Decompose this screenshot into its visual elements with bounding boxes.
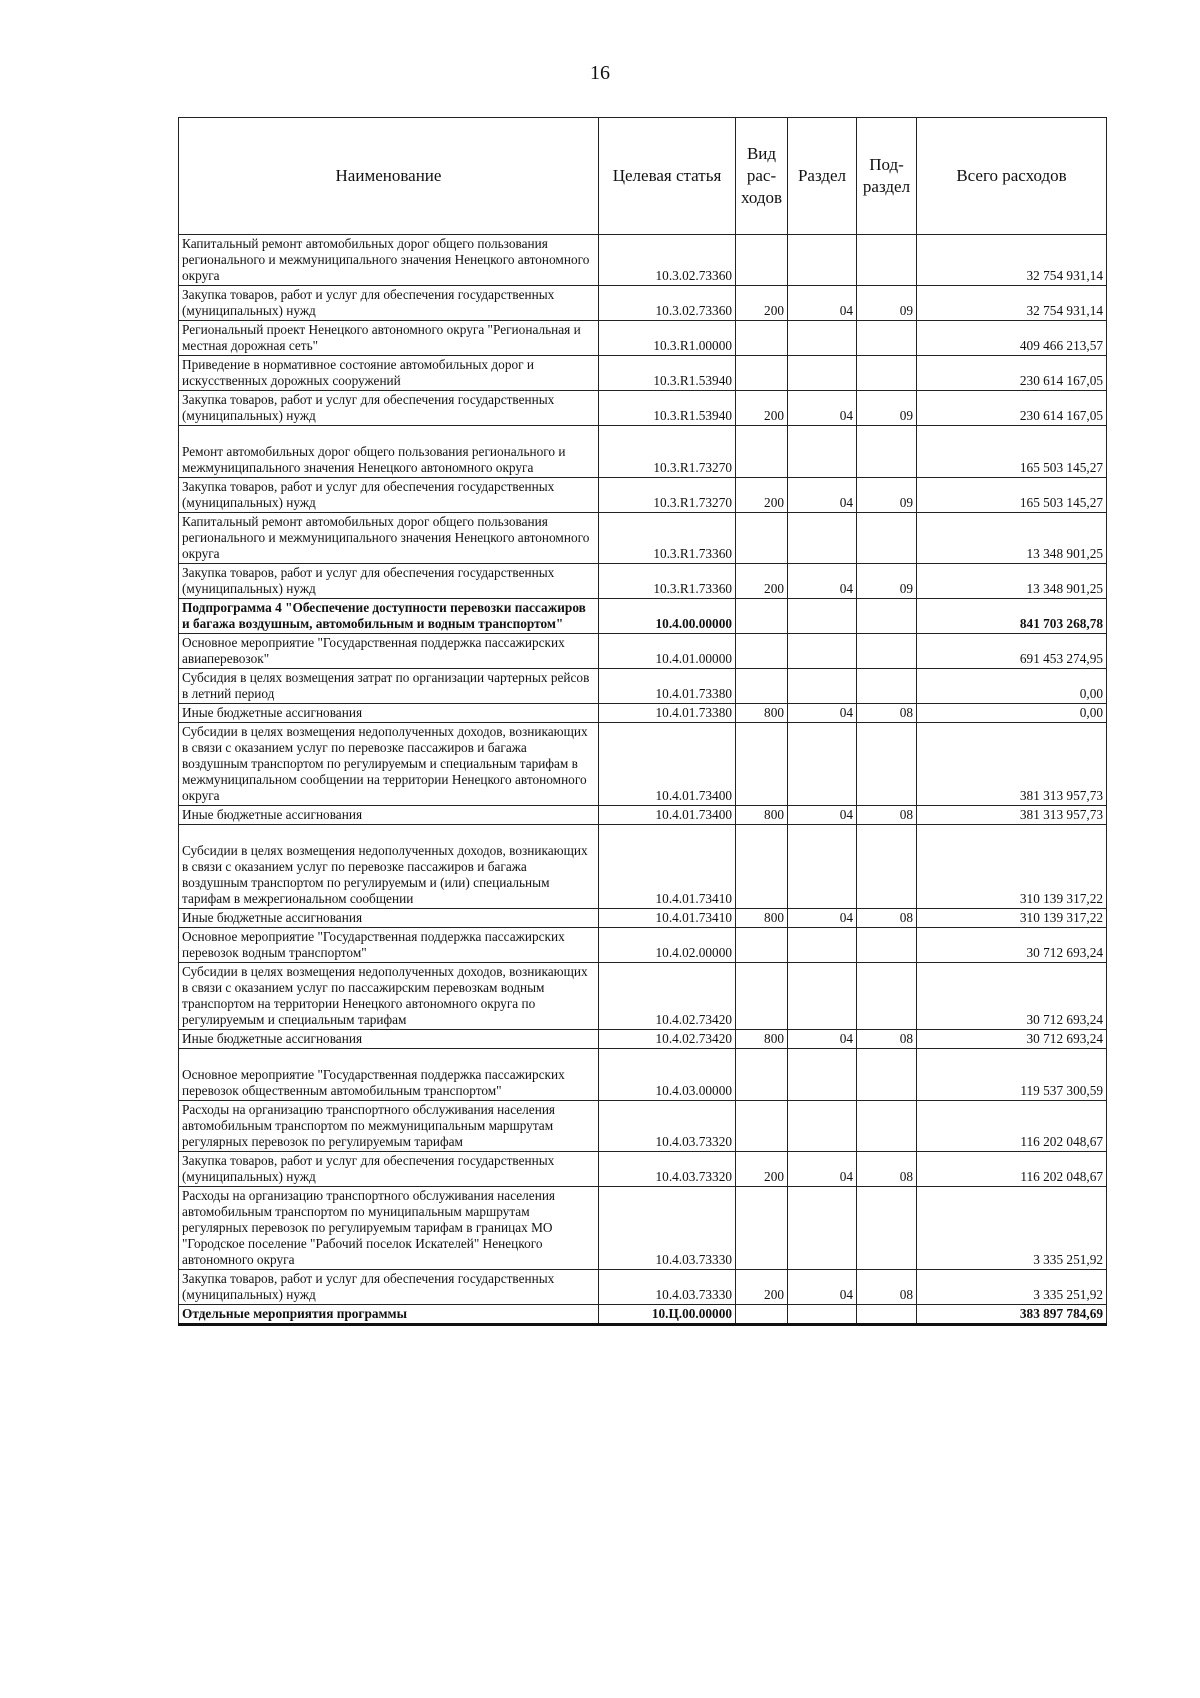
- row-name: Основное мероприятие "Государственная поддержка пассажирских перевозок водным транспортом": [179, 928, 599, 963]
- row-target-article: 10.3.R1.00000: [599, 321, 736, 356]
- table-row: [179, 928, 1107, 963]
- row-expense-type: [736, 963, 788, 1030]
- row-subsection: [857, 513, 917, 564]
- row-name: Капитальный ремонт автомобильных дорог общего пользования регионального и межмуниципального значения Ненецкого автономного округа: [179, 235, 599, 286]
- row-subsection: 08: [857, 1030, 917, 1049]
- row-section: 04: [788, 286, 857, 321]
- table-row: [179, 634, 1107, 669]
- row-name: Ремонт автомобильных дорог общего пользования регионального и межмуниципального значения Ненецкого автономного округа: [179, 426, 599, 478]
- table-row: [179, 321, 1107, 356]
- row-expense-type: 200: [736, 1152, 788, 1187]
- row-target-article: 10.4.01.73400: [599, 723, 736, 806]
- row-subsection: [857, 825, 917, 909]
- row-subsection: [857, 963, 917, 1030]
- row-total: 230 614 167,05: [917, 391, 1107, 426]
- row-target-article: 10.3.R1.73360: [599, 564, 736, 599]
- row-subsection: 08: [857, 704, 917, 723]
- header-name: Наименование: [179, 118, 599, 235]
- row-subsection: 09: [857, 286, 917, 321]
- table-row: [179, 669, 1107, 704]
- row-expense-type: [736, 235, 788, 286]
- row-name: Иные бюджетные ассигнования: [179, 1030, 599, 1049]
- table-row: [179, 1305, 1107, 1325]
- row-expense-type: 800: [736, 806, 788, 825]
- row-section: [788, 928, 857, 963]
- row-subsection: [857, 235, 917, 286]
- row-subsection: [857, 1101, 917, 1152]
- row-total: 30 712 693,24: [917, 1030, 1107, 1049]
- row-expense-type: 200: [736, 564, 788, 599]
- row-expense-type: [736, 513, 788, 564]
- row-total: 381 313 957,73: [917, 723, 1107, 806]
- row-total: 3 335 251,92: [917, 1187, 1107, 1270]
- row-name: Иные бюджетные ассигнования: [179, 704, 599, 723]
- table-row: [179, 825, 1107, 909]
- row-target-article: 10.3.R1.53940: [599, 356, 736, 391]
- row-section: [788, 321, 857, 356]
- row-total: 30 712 693,24: [917, 963, 1107, 1030]
- table-row: [179, 1049, 1107, 1101]
- row-expense-type: [736, 1305, 788, 1325]
- row-target-article: 10.Ц.00.00000: [599, 1305, 736, 1325]
- row-total: 3 335 251,92: [917, 1270, 1107, 1305]
- row-name: Закупка товаров, работ и услуг для обеспечения государственных (муниципальных) нужд: [179, 478, 599, 513]
- row-target-article: 10.3.02.73360: [599, 235, 736, 286]
- row-total: 13 348 901,25: [917, 513, 1107, 564]
- table-row: [179, 1101, 1107, 1152]
- row-expense-type: [736, 634, 788, 669]
- row-expense-type: [736, 356, 788, 391]
- row-section: 04: [788, 564, 857, 599]
- row-total: 381 313 957,73: [917, 806, 1107, 825]
- row-name: Отдельные мероприятия программы: [179, 1305, 599, 1325]
- table-body: [179, 235, 1107, 1325]
- page-number: 16: [590, 62, 610, 84]
- row-subsection: [857, 426, 917, 478]
- budget-table: [178, 117, 1107, 1326]
- row-name: Субсидии в целях возмещения недополученных доходов, возникающих в связи с оказанием услуг по пассажирским перевозкам водным транспортом на территории Ненецкого автономного округа по регулируемым и специальным тарифам: [179, 963, 599, 1030]
- row-target-article: 10.4.01.73410: [599, 909, 736, 928]
- row-subsection: 09: [857, 478, 917, 513]
- row-section: [788, 1101, 857, 1152]
- row-expense-type: [736, 928, 788, 963]
- table-row: [179, 909, 1107, 928]
- row-section: [788, 426, 857, 478]
- row-expense-type: 800: [736, 909, 788, 928]
- table-row: [179, 599, 1107, 634]
- row-total: 32 754 931,14: [917, 235, 1107, 286]
- row-target-article: 10.4.01.73400: [599, 806, 736, 825]
- row-target-article: 10.4.03.73330: [599, 1187, 736, 1270]
- table-row: [179, 963, 1107, 1030]
- row-total: 165 503 145,27: [917, 426, 1107, 478]
- row-subsection: [857, 356, 917, 391]
- row-expense-type: [736, 321, 788, 356]
- row-name: Субсидии в целях возмещения недополученных доходов, возникающих в связи с оказанием услуг по перевозке пассажиров и багажа воздушным транспортом по регулируемым и специальным тарифам в межмуниципальном сообщении на территории Ненецкого автономного округа: [179, 723, 599, 806]
- row-total: 13 348 901,25: [917, 564, 1107, 599]
- row-total: 30 712 693,24: [917, 928, 1107, 963]
- row-target-article: 10.4.00.00000: [599, 599, 736, 634]
- row-total: 0,00: [917, 704, 1107, 723]
- row-expense-type: [736, 1049, 788, 1101]
- row-name: Субсидии в целях возмещения недополученных доходов, возникающих в связи с оказанием услуг по перевозке пассажиров и багажа воздушным транспортом по регулируемым и (или) специальным тарифам в межрегиональном сообщении: [179, 825, 599, 909]
- row-name: Закупка товаров, работ и услуг для обеспечения государственных (муниципальных) нужд: [179, 1152, 599, 1187]
- table-row: [179, 391, 1107, 426]
- row-expense-type: 200: [736, 478, 788, 513]
- row-target-article: 10.4.01.00000: [599, 634, 736, 669]
- row-total: 409 466 213,57: [917, 321, 1107, 356]
- row-total: 310 139 317,22: [917, 825, 1107, 909]
- row-expense-type: [736, 1187, 788, 1270]
- row-section: [788, 825, 857, 909]
- row-target-article: 10.4.03.00000: [599, 1049, 736, 1101]
- row-section: 04: [788, 704, 857, 723]
- table-row: [179, 806, 1107, 825]
- row-name: Основное мероприятие "Государственная поддержка пассажирских перевозок общественным автомобильным транспортом": [179, 1049, 599, 1101]
- header-expense-type: Вид рас- ходов: [736, 118, 788, 235]
- row-section: [788, 723, 857, 806]
- row-subsection: 08: [857, 806, 917, 825]
- row-subsection: 08: [857, 1152, 917, 1187]
- row-expense-type: 200: [736, 1270, 788, 1305]
- row-expense-type: 800: [736, 704, 788, 723]
- table-row: [179, 704, 1107, 723]
- row-total: 0,00: [917, 669, 1107, 704]
- row-subsection: 08: [857, 1270, 917, 1305]
- row-expense-type: [736, 825, 788, 909]
- row-section: 04: [788, 1270, 857, 1305]
- table-row: [179, 513, 1107, 564]
- row-expense-type: 200: [736, 286, 788, 321]
- row-target-article: 10.3.R1.53940: [599, 391, 736, 426]
- row-name: Закупка товаров, работ и услуг для обеспечения государственных (муниципальных) нужд: [179, 391, 599, 426]
- row-expense-type: [736, 426, 788, 478]
- row-section: [788, 599, 857, 634]
- row-total: 116 202 048,67: [917, 1101, 1107, 1152]
- row-name: Капитальный ремонт автомобильных дорог общего пользования регионального и межмуниципального значения Ненецкого автономного округа: [179, 513, 599, 564]
- row-section: [788, 1187, 857, 1270]
- row-total: 691 453 274,95: [917, 634, 1107, 669]
- row-total: 230 614 167,05: [917, 356, 1107, 391]
- table-row: [179, 1187, 1107, 1270]
- row-target-article: 10.4.02.73420: [599, 963, 736, 1030]
- table-row: [179, 723, 1107, 806]
- row-section: 04: [788, 1152, 857, 1187]
- row-name: Закупка товаров, работ и услуг для обеспечения государственных (муниципальных) нужд: [179, 1270, 599, 1305]
- row-section: 04: [788, 1030, 857, 1049]
- row-name: Иные бюджетные ассигнования: [179, 806, 599, 825]
- row-subsection: [857, 321, 917, 356]
- row-target-article: 10.4.03.73320: [599, 1101, 736, 1152]
- table-row: [179, 356, 1107, 391]
- row-target-article: 10.3.R1.73270: [599, 478, 736, 513]
- row-name: Подпрограмма 4 "Обеспечение доступности перевозки пассажиров и багажа воздушным, автомобильным и водным транспортом": [179, 599, 599, 634]
- row-subsection: [857, 599, 917, 634]
- row-section: [788, 634, 857, 669]
- row-total: 383 897 784,69: [917, 1305, 1107, 1325]
- row-name: Субсидия в целях возмещения затрат по организации чартерных рейсов в летний период: [179, 669, 599, 704]
- table-row: [179, 478, 1107, 513]
- table-row: [179, 1030, 1107, 1049]
- row-section: 04: [788, 806, 857, 825]
- row-expense-type: [736, 1101, 788, 1152]
- table-row: [179, 1152, 1107, 1187]
- row-target-article: 10.4.02.00000: [599, 928, 736, 963]
- row-target-article: 10.4.03.73330: [599, 1270, 736, 1305]
- row-subsection: 09: [857, 564, 917, 599]
- row-subsection: [857, 1049, 917, 1101]
- row-section: [788, 513, 857, 564]
- row-target-article: 10.4.01.73380: [599, 669, 736, 704]
- row-subsection: [857, 928, 917, 963]
- row-expense-type: [736, 669, 788, 704]
- row-name: Закупка товаров, работ и услуг для обеспечения государственных (муниципальных) нужд: [179, 564, 599, 599]
- row-section: [788, 669, 857, 704]
- row-target-article: 10.3.02.73360: [599, 286, 736, 321]
- row-expense-type: [736, 599, 788, 634]
- row-name: Расходы на организацию транспортного обслуживания населения автомобильным транспортом по межмуниципальным маршрутам регулярных перевозок по регулируемым тарифам: [179, 1101, 599, 1152]
- row-total: 310 139 317,22: [917, 909, 1107, 928]
- table-row: [179, 564, 1107, 599]
- header-total: Всего расходов: [917, 118, 1107, 235]
- row-target-article: 10.4.03.73320: [599, 1152, 736, 1187]
- row-expense-type: 800: [736, 1030, 788, 1049]
- row-target-article: 10.4.01.73410: [599, 825, 736, 909]
- row-target-article: 10.4.01.73380: [599, 704, 736, 723]
- table-row: [179, 1270, 1107, 1305]
- row-target-article: 10.4.02.73420: [599, 1030, 736, 1049]
- row-total: 119 537 300,59: [917, 1049, 1107, 1101]
- table-row: [179, 286, 1107, 321]
- row-name: Расходы на организацию транспортного обслуживания населения автомобильным транспортом по муниципальным маршрутам регулярных перевозок по регулируемым тарифам в границах МО "Городское поселение "Рабочий поселок Искателей" Ненецкого автономного округа: [179, 1187, 599, 1270]
- row-name: Закупка товаров, работ и услуг для обеспечения государственных (муниципальных) нужд: [179, 286, 599, 321]
- row-name: Приведение в нормативное состояние автомобильных дорог и искусственных дорожных сооружений: [179, 356, 599, 391]
- row-target-article: 10.3.R1.73270: [599, 426, 736, 478]
- row-target-article: 10.3.R1.73360: [599, 513, 736, 564]
- row-section: [788, 1305, 857, 1325]
- row-name: Региональный проект Ненецкого автономного округа "Региональная и местная дорожная сеть": [179, 321, 599, 356]
- row-subsection: [857, 1187, 917, 1270]
- row-name: Иные бюджетные ассигнования: [179, 909, 599, 928]
- row-subsection: 08: [857, 909, 917, 928]
- row-subsection: 09: [857, 391, 917, 426]
- row-total: 116 202 048,67: [917, 1152, 1107, 1187]
- row-expense-type: [736, 723, 788, 806]
- row-subsection: [857, 669, 917, 704]
- row-section: 04: [788, 478, 857, 513]
- row-total: 841 703 268,78: [917, 599, 1107, 634]
- row-total: 165 503 145,27: [917, 478, 1107, 513]
- header-target-article: Целевая статья: [599, 118, 736, 235]
- row-section: [788, 963, 857, 1030]
- row-section: 04: [788, 391, 857, 426]
- table-row: [179, 426, 1107, 478]
- header-subsection: Под- раздел: [857, 118, 917, 235]
- row-section: 04: [788, 909, 857, 928]
- row-subsection: [857, 1305, 917, 1325]
- row-total: 32 754 931,14: [917, 286, 1107, 321]
- row-subsection: [857, 723, 917, 806]
- row-section: [788, 356, 857, 391]
- header-section: Раздел: [788, 118, 857, 235]
- table-row: [179, 235, 1107, 286]
- header-row: [179, 118, 1107, 235]
- row-subsection: [857, 634, 917, 669]
- row-expense-type: 200: [736, 391, 788, 426]
- row-section: [788, 235, 857, 286]
- row-name: Основное мероприятие "Государственная поддержка пассажирских авиаперевозок": [179, 634, 599, 669]
- row-section: [788, 1049, 857, 1101]
